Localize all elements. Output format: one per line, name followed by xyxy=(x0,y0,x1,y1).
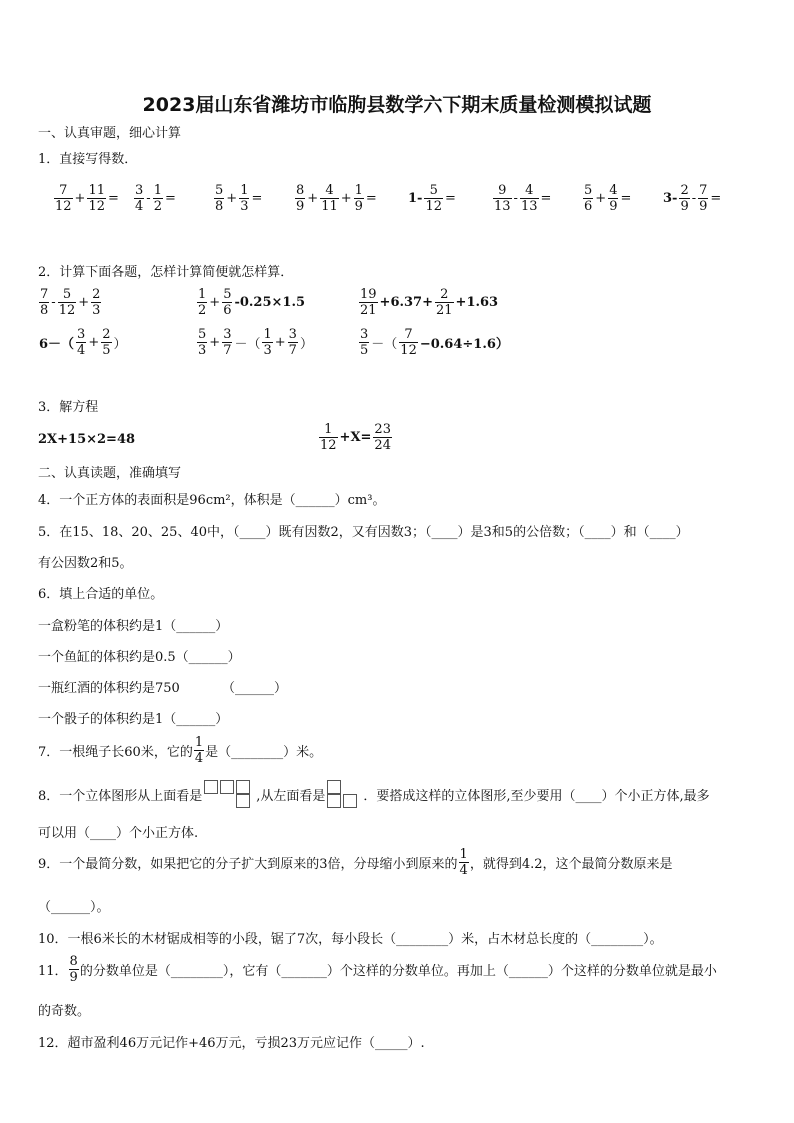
q2-label: 2．计算下面各题，怎样计算简便就怎样算． xyxy=(38,265,294,280)
q12-text: 12．超市盈利46万元记作+46万元，亏损23万元应记作（_____）. xyxy=(38,1036,425,1051)
q6-line-2: 一个鱼缸的体积约是0.5（______） xyxy=(38,650,241,665)
q1-item-2: $\frac{3}{4}$ - $\frac{1}{2}$ = xyxy=(135,183,176,214)
q10-text: 10．一根6米长的木材锯成相等的小段，锯了7次，每小段长（________）米，占木材总长度的（________）。 xyxy=(38,932,663,947)
q8-line-1: 8．一个立体图形从上面看是 ,从左面看是 ．要搭成这样的立体图形,至少要用（____）个小正方体,最多 xyxy=(38,779,710,809)
q1-label: 1．直接写得数． xyxy=(38,152,138,167)
q3-label: 3．解方程 xyxy=(38,400,99,415)
q3-equation-1: 2X+15×2=48 xyxy=(38,432,136,447)
q8-line-2: 可以用（____）个小正方体. xyxy=(38,826,199,841)
q6-line-4: 一个骰子的体积约是1（______） xyxy=(38,712,229,727)
q2-expr-6: $\frac{3}{5}$ －（ $\frac{7}{12}$ −0.64÷1.6） xyxy=(360,327,509,358)
q7-text: 7．一根绳子长60米，它的 $\frac{1}{4}$ 是（________）米。 xyxy=(38,735,323,766)
q6-label: 6．填上合适的单位。 xyxy=(38,587,164,602)
top-view-figure xyxy=(204,779,254,809)
q3-equation-2: $\frac{1}{12}$ +X= $\frac{23}{24}$ xyxy=(320,422,391,453)
q1-item-7: $\frac{5}{6}$ + $\frac{4}{9}$ = xyxy=(584,183,632,214)
q2-expr-2: $\frac{1}{2}$ + $\frac{5}{6}$ -0.25×1.5 xyxy=(198,287,306,318)
q11-line-1: 11． $\frac{8}{9}$ 的分数单位是（________），它有（_______）个这样的分数单位。再加上（______）个这样的分数单位就是最小 xyxy=(38,954,717,985)
q5-line-1: 5．在15、18、20、25、40中，（____）既有因数2，又有因数3；（____）是3和5的公倍数；（____）和（____） xyxy=(38,525,689,540)
q2-expr-1: $\frac{7}{8}$ - $\frac{5}{12}$ + $\frac{2}{3}$ xyxy=(40,287,101,318)
q6-line-1: 一盒粉笔的体积约是1（______） xyxy=(38,619,229,634)
q1-item-1: $\frac{7}{12}$ + $\frac{11}{12}$ = xyxy=(55,183,119,214)
q2-expr-3: $\frac{19}{21}$ +6.37+ $\frac{2}{21}$ +1.63 xyxy=(360,287,499,318)
q9-line-1: 9．一个最简分数，如果把它的分子扩大到原来的3倍，分母缩小到原来的 $\frac{1}{4}$ ，就得到4.2，这个最简分数原来是 xyxy=(38,847,673,878)
q6-line-3-blank: （______） xyxy=(222,681,288,696)
page-title: 2023届山东省潍坊市临朐县数学六下期末质量检测模拟试题 xyxy=(142,94,652,116)
q1-item-8: 3- $\frac{2}{9}$ - $\frac{7}{9}$ = xyxy=(663,183,722,214)
q2-expr-4: 6－（ $\frac{3}{4}$ + $\frac{2}{5}$ ） xyxy=(39,327,127,358)
q1-item-6: $\frac{9}{13}$ - $\frac{4}{13}$ = xyxy=(494,183,552,214)
q5-line-2: 有公因数2和5。 xyxy=(38,556,133,571)
q9-line-2: （______）。 xyxy=(38,900,110,915)
section-2-heading: 二、认真读题，准确填写 xyxy=(38,466,182,481)
q6-line-3: 一瓶红酒的体积约是750 xyxy=(38,681,180,696)
section-1-heading: 一、认真审题，细心计算 xyxy=(38,126,182,141)
q1-item-3: $\frac{5}{8}$ + $\frac{1}{3}$ = xyxy=(215,183,263,214)
q11-line-2: 的奇数。 xyxy=(38,1004,91,1019)
q2-expr-5: $\frac{5}{3}$ + $\frac{3}{7}$ －（ $\frac{1}{3}$ + $\frac{3}{7}$ ） xyxy=(198,327,313,358)
q1-item-4: $\frac{8}{9}$ + $\frac{4}{11}$ + $\frac{1}{9}$ = xyxy=(296,183,377,214)
q4-text: 4．一个正方体的表面积是96cm²，体积是（______）cm³。 xyxy=(38,493,386,508)
q1-item-5: 1- $\frac{5}{12}$ = xyxy=(408,183,456,214)
left-view-figure xyxy=(327,779,361,809)
